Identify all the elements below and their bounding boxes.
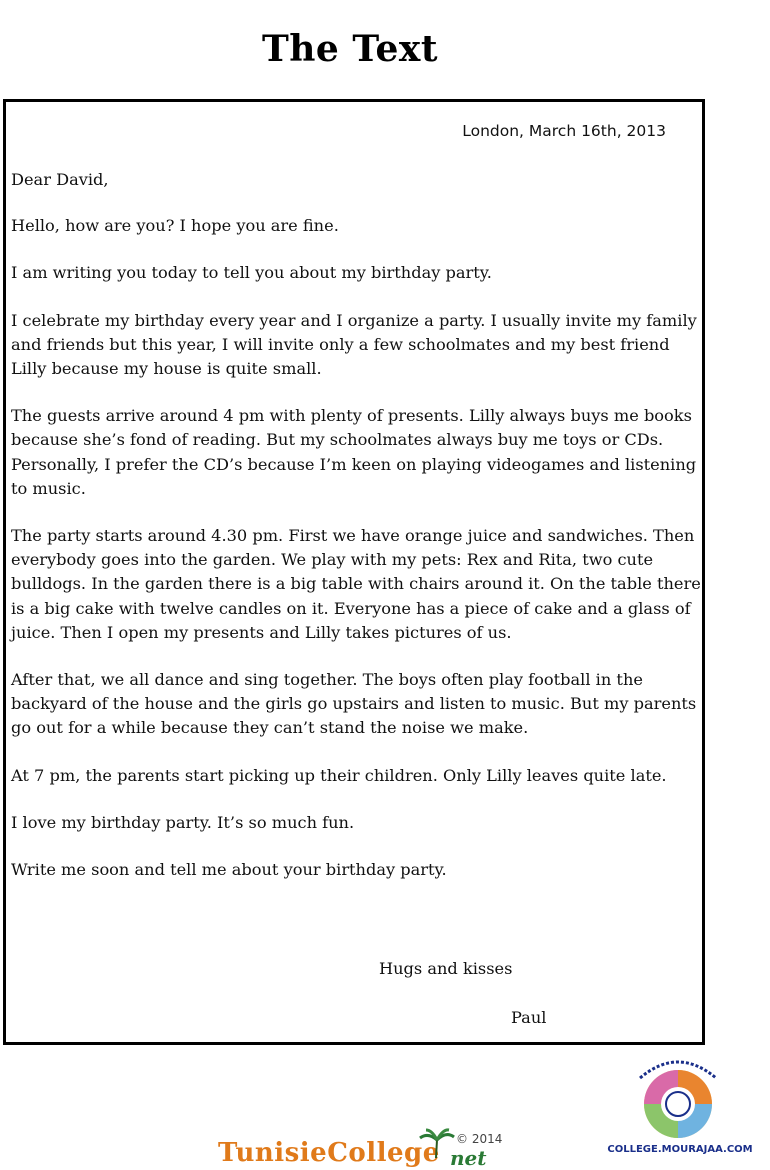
logo-suffix: net	[450, 1146, 487, 1170]
letter-paragraph: After that, we all dance and sing together. The boys often play football in the backyard of the house and the girls go upstairs and listen to music. But my parents go out for a while because they can’t stand the noise we make.	[11, 670, 697, 738]
letter-body	[11, 168, 701, 905]
letter-signature: Paul	[511, 1008, 547, 1027]
letter-paragraph: At 7 pm, the parents start picking up their children. Only Lilly leaves quite late.	[11, 765, 667, 785]
college-mourajaa-seal	[606, 1048, 770, 1166]
letter-paragraph: Hello, how are you? I hope you are fine.	[11, 216, 339, 236]
letter-date: London, March 16th, 2013	[462, 122, 666, 140]
letter-closing: Hugs and kisses	[379, 959, 513, 978]
letter-paragraph: I am writing you today to tell you about my birthday party.	[11, 263, 492, 283]
letter-paragraph: Write me soon and tell me about your birthday party.	[11, 860, 447, 880]
letter-salutation: Dear David,	[11, 170, 109, 189]
logo-text: TunisieCollege	[218, 1138, 440, 1168]
logo-year: © 2014	[456, 1132, 503, 1146]
page-title: The Text	[261, 28, 439, 70]
seal-caption: COLLEGE.MOURAJAA.COM	[607, 1144, 753, 1155]
tunisiecollege-logo	[218, 1128, 508, 1170]
letter-frame	[3, 99, 705, 1045]
letter-paragraph: The guests arrive around 4 pm with plenty of presents. Lilly always buys me books because she’s fond of reading. But my schoolmates always buy me toys or CDs. Personally, I prefer the CD’s because I’m keen on playing videogames and listening to music.	[11, 406, 697, 498]
letter-paragraph: The party starts around 4.30 pm. First we have orange juice and sandwiches. Then everybody goes into the garden. We play with my pets: Rex and Rita, two cute bulldogs. In the garden there is a big table with chairs around it. On the table there is a big cake with twelve candles on it. Everyone has a piece of cake and a glass of juice. Then I open my presents and Lilly takes pictures of us.	[11, 526, 701, 642]
letter-paragraph: I love my birthday party. It’s so much fun.	[11, 812, 355, 832]
seal-emblem-icon	[606, 1048, 754, 1144]
letter-paragraph: I celebrate my birthday every year and I organize a party. I usually invite my family and friends but this year, I will invite only a few schoolmates and my best friend Lilly because my house is quite small.	[11, 310, 697, 379]
